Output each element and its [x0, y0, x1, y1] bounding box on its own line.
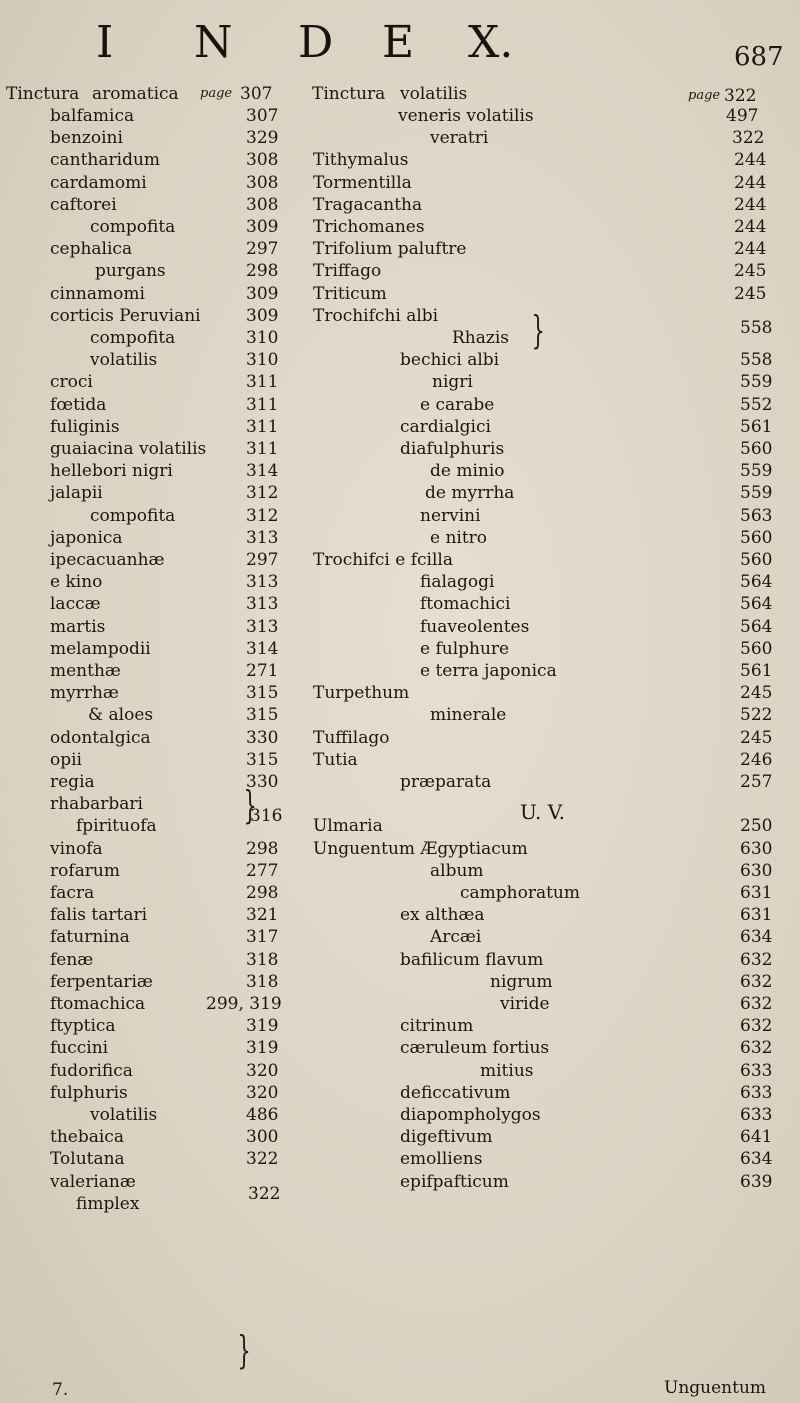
right-entry-term: Arcæi [430, 927, 482, 948]
right-entry-term: epifpafticum [400, 1171, 509, 1192]
left-entry-term: caftorei [50, 194, 117, 215]
right-entry-page: 561 [740, 661, 773, 681]
left-page-label: page [200, 86, 233, 101]
right-entry-term: minerale [430, 705, 507, 726]
right-entry-page: 630 [740, 838, 773, 859]
left-entry-term: Tolutana [50, 1149, 125, 1170]
right-entry-term: album [430, 860, 484, 881]
left-entry-page: 310 [246, 350, 279, 371]
left-entry-term: ferpentariæ [50, 971, 153, 992]
right-head-entry: volatilis [400, 84, 468, 104]
right-entry-page: 634 [740, 927, 773, 948]
left-entry-page: 311 [246, 439, 279, 459]
left-entry-term: regia [50, 772, 95, 792]
left-entry-page: 297 [246, 239, 279, 260]
right-entry-page: 245 [734, 283, 767, 304]
right-entry-term: ex althæa [400, 905, 485, 926]
right-entry-term: veneris volatilis [398, 106, 534, 126]
right-entry-term: cardialgici [400, 416, 491, 437]
left-entry-page: 322 [246, 1149, 279, 1170]
right-entry-term: Tithymalus [313, 150, 409, 171]
right-entry-term: ftomachici [420, 594, 511, 615]
header-letter-n: N [194, 17, 233, 68]
right-entry-term: fialagogi [420, 572, 495, 593]
right-entry-term: deficcativum [400, 1082, 511, 1103]
right-entry-term: camphoratum [460, 883, 581, 903]
right-entry-page: 244 [734, 239, 767, 260]
right-entry-term: e carabe [420, 394, 495, 415]
right-entry-term: emolliens [400, 1149, 483, 1170]
right-entry-term: nigrum [490, 971, 553, 992]
right-entry-page: 558 [740, 318, 773, 338]
right-entry-page: 244 [734, 172, 767, 193]
right-entry-term: e nitro [430, 527, 488, 548]
left-entry-term: jalapii [50, 483, 103, 504]
page-number: 687 [734, 42, 784, 72]
catchword: Unguentum [664, 1378, 767, 1398]
right-entry-page: 246 [740, 749, 773, 770]
left-entry-term: hellebori nigri [50, 461, 173, 482]
left-brace-rhabarbari: } [243, 783, 257, 827]
left-entry-term: fudorifica [50, 1060, 133, 1081]
right-entry-page: 633 [740, 1060, 773, 1081]
left-entry-page: 311 [246, 416, 279, 437]
right-entry-term: citrinum [400, 1016, 474, 1037]
left-entry-term: fulphuris [50, 1082, 128, 1103]
right-entry-page: 560 [740, 439, 773, 459]
left-entry-term: cardamomi [50, 172, 147, 193]
right-head-page: 322 [724, 86, 757, 106]
left-entry-term: fuccini [50, 1038, 109, 1059]
right-entry-term: Tormentilla [313, 172, 412, 193]
left-entry-term: rhabarbari [50, 794, 143, 815]
right-entry-page: 560 [740, 638, 773, 659]
right-entry-term: e fulphure [420, 638, 510, 659]
left-entry-term: e kino [50, 572, 103, 593]
right-entry-page: 244 [734, 194, 767, 215]
right-entry-page: 322 [732, 128, 765, 149]
right-entry-page: 257 [740, 772, 773, 792]
right-entry-page: 559 [740, 461, 773, 482]
right-entry-page: 559 [740, 372, 773, 393]
right-entry-term: Tuffilago [313, 727, 390, 748]
left-entry-page: 318 [246, 949, 279, 970]
right-entry-term: Tragacantha [313, 194, 423, 215]
right-entry-page: 522 [740, 705, 773, 726]
left-entry-page: 315 [246, 749, 279, 770]
right-entry-page: 632 [740, 949, 773, 970]
left-entry-page: 312 [246, 483, 279, 504]
left-entry-term: opii [50, 749, 82, 770]
right-entry-page: 559 [740, 483, 773, 504]
left-entry-term: odontalgica [50, 727, 151, 748]
right-entry-term: fuaveolentes [420, 616, 530, 637]
left-head-word: Tinctura [6, 84, 80, 104]
right-entry-term: veratri [430, 128, 489, 149]
left-entry-page: 308 [246, 150, 279, 171]
header-letter-d: D [298, 17, 334, 68]
left-brace-valerianae: } [237, 1328, 251, 1372]
right-entry-page: 631 [740, 883, 773, 903]
left-entry-page: 312 [246, 505, 279, 526]
left-entry-page: 309 [246, 283, 279, 304]
left-entry-term: ipecacuanhæ [50, 550, 165, 570]
right-entry-page: 564 [740, 594, 773, 615]
left-entry-page: 298 [246, 838, 279, 859]
right-entry-page: 633 [740, 1082, 773, 1103]
right-entry-page: 632 [740, 1016, 773, 1037]
right-entry-term: Triticum [313, 283, 387, 304]
right-head-word: Tinctura [312, 84, 386, 104]
left-entry-term: croci [50, 372, 93, 393]
left-entry-term: cephalica [50, 239, 133, 260]
right-entry-page: 245 [734, 261, 767, 282]
left-entry-term: facra [50, 883, 95, 903]
left-entry-page: 308 [246, 172, 279, 193]
right-entry-term: nigri [432, 372, 473, 393]
left-entry-term: benzoini [50, 128, 123, 149]
right-entry-term: U. V. [520, 800, 566, 825]
right-entry-page: 630 [740, 860, 773, 881]
right-entry-term: Trochifci e fcilla [313, 550, 453, 570]
left-entry-page: 321 [246, 905, 279, 926]
right-entry-term: de myrrha [425, 483, 515, 504]
left-head-page: 307 [240, 84, 273, 104]
left-entry-page: 310 [246, 328, 279, 348]
header-letter-x: X. [468, 17, 514, 68]
right-entry-term: diafulphuris [400, 439, 505, 459]
right-entry-page: 633 [740, 1105, 773, 1125]
right-entry-term: mitius [480, 1060, 534, 1081]
left-entry-page: 309 [246, 305, 279, 326]
left-entry-page: 316 [250, 806, 283, 827]
left-entry-page: 309 [246, 217, 279, 237]
left-entry-page: 313 [246, 527, 279, 548]
right-entry-term: Ulmaria [313, 816, 383, 837]
left-entry-term: cinnamomi [50, 283, 145, 304]
left-entry-term: balfamica [50, 106, 135, 126]
left-entry-page: 277 [246, 860, 279, 881]
left-entry-term: fuliginis [50, 416, 120, 437]
right-entry-term: Trochifchi albi [313, 305, 439, 326]
left-entry-page: 329 [246, 128, 279, 149]
right-entry-term: de minio [430, 461, 505, 482]
right-entry-term: Triffago [313, 261, 382, 282]
left-entry-page: 315 [246, 705, 279, 726]
left-entry-term: purgans [95, 261, 166, 282]
right-entry-page: 631 [740, 905, 773, 926]
left-entry-page: 319 [246, 1038, 279, 1059]
left-entry-term: rofarum [50, 860, 120, 881]
right-entry-page: 641 [740, 1127, 773, 1148]
left-entry-term: valerianæ [50, 1171, 136, 1192]
left-entry-term: menthæ [50, 661, 121, 681]
right-entry-page: 558 [740, 350, 773, 371]
right-entry-page: 560 [740, 550, 773, 570]
left-entry-page: 297 [246, 550, 279, 570]
left-entry-term: vinofa [50, 838, 103, 859]
left-entry-page: 299, 319 [206, 994, 282, 1014]
left-entry-page: 298 [246, 261, 279, 282]
right-entry-term: Unguentum Ægyptiacum [313, 838, 528, 859]
right-entry-term: Trichomanes [313, 217, 425, 237]
right-entry-term: viride [500, 994, 550, 1014]
right-entry-term: cæruleum fortius [400, 1038, 550, 1059]
right-entry-page: 552 [740, 394, 773, 415]
left-entry-term: cantharidum [50, 150, 161, 171]
right-entry-page: 632 [740, 994, 773, 1014]
right-entry-page: 632 [740, 1038, 773, 1059]
left-entry-term: melampodii [50, 638, 151, 659]
left-entry-page: 298 [246, 883, 279, 903]
right-entry-term: Rhazis [452, 328, 510, 348]
right-entry-page: 564 [740, 616, 773, 637]
left-entry-term: thebaica [50, 1127, 124, 1148]
index-header [0, 17, 800, 72]
right-brace-trochisci: } [531, 308, 545, 352]
left-entry-term: falis tartari [50, 905, 148, 926]
left-entry-term: compofita [90, 505, 176, 526]
header-letter-i: I [96, 17, 114, 68]
right-entry-page: 244 [734, 217, 767, 237]
right-entry-page: 632 [740, 971, 773, 992]
left-entry-page: 271 [246, 661, 279, 681]
left-entry-term: ftyptica [50, 1016, 116, 1037]
right-entry-term: Trifolium paluftre [313, 239, 467, 260]
left-entry-page: 330 [246, 727, 279, 748]
right-entry-term: bechici albi [400, 350, 500, 371]
left-entry-term: & aloes [88, 705, 154, 726]
left-entry-page: 311 [246, 394, 279, 415]
left-entry-page: 307 [246, 106, 279, 126]
right-page-label: page [688, 88, 721, 103]
left-entry-term: laccæ [50, 594, 101, 615]
left-entry-page: 313 [246, 616, 279, 637]
right-entry-term: e terra japonica [420, 661, 557, 681]
left-entry-term: compofita [90, 328, 176, 348]
left-entry-page: 320 [246, 1060, 279, 1081]
right-entry-term: præparata [400, 772, 492, 792]
right-entry-page: 245 [740, 727, 773, 748]
left-entry-term: fpirituofa [76, 816, 157, 837]
left-entry-term: fenæ [50, 949, 94, 970]
left-entry-term: fimplex [76, 1193, 140, 1214]
left-entry-page: 314 [246, 461, 279, 482]
right-entry-page: 634 [740, 1149, 773, 1170]
header-letter-e: E [382, 17, 415, 68]
right-entry-term: digeftivum [400, 1127, 493, 1148]
left-entry-page: 311 [246, 372, 279, 393]
right-entry-page: 639 [740, 1171, 773, 1192]
left-entry-page: 320 [246, 1082, 279, 1103]
left-entry-page: 319 [246, 1016, 279, 1037]
right-entry-term: nervini [420, 505, 481, 526]
right-entry-page: 561 [740, 416, 773, 437]
right-entry-page: 245 [740, 683, 773, 704]
left-entry-page: 330 [246, 772, 279, 792]
left-entry-page: 300 [246, 1127, 279, 1148]
left-entry-term: myrrhæ [50, 683, 119, 704]
left-entry-term: japonica [50, 527, 123, 548]
left-entry-term: volatilis [90, 1105, 158, 1125]
left-entry-term: martis [50, 616, 106, 637]
left-entry-page: 308 [246, 194, 279, 215]
right-entry-term: Turpethum [313, 683, 410, 704]
left-entry-page: 486 [246, 1105, 279, 1125]
right-entry-page: 497 [726, 106, 759, 126]
right-entry-page: 564 [740, 572, 773, 593]
left-entry-term: ftomachica [50, 994, 146, 1014]
right-entry-page: 563 [740, 505, 773, 526]
left-entry-term: volatilis [90, 350, 158, 371]
left-entry-page: 317 [246, 927, 279, 948]
left-entry-page: 314 [246, 638, 279, 659]
right-entry-term: diapompholygos [400, 1105, 541, 1125]
left-entry-page: 313 [246, 594, 279, 615]
right-entry-term: Tutia [313, 749, 358, 770]
left-entry-term: guaiacina volatilis [50, 439, 207, 459]
left-entry-page: 315 [246, 683, 279, 704]
right-entry-term: bafilicum flavum [400, 949, 544, 970]
right-entry-page: 250 [740, 816, 773, 837]
left-entry-term: compofita [90, 217, 176, 237]
left-entry-term: faturnina [50, 927, 130, 948]
right-entry-page: 244 [734, 150, 767, 171]
left-entry-page: 313 [246, 572, 279, 593]
left-entry-term: corticis Peruviani [50, 305, 201, 326]
signature-mark: 7. [52, 1380, 69, 1400]
left-entry-page: 322 [248, 1183, 281, 1204]
right-entry-page: 560 [740, 527, 773, 548]
left-entry-term: fœtida [50, 394, 107, 415]
left-entry-page: 318 [246, 971, 279, 992]
left-head-entry: aromatica [92, 84, 179, 104]
